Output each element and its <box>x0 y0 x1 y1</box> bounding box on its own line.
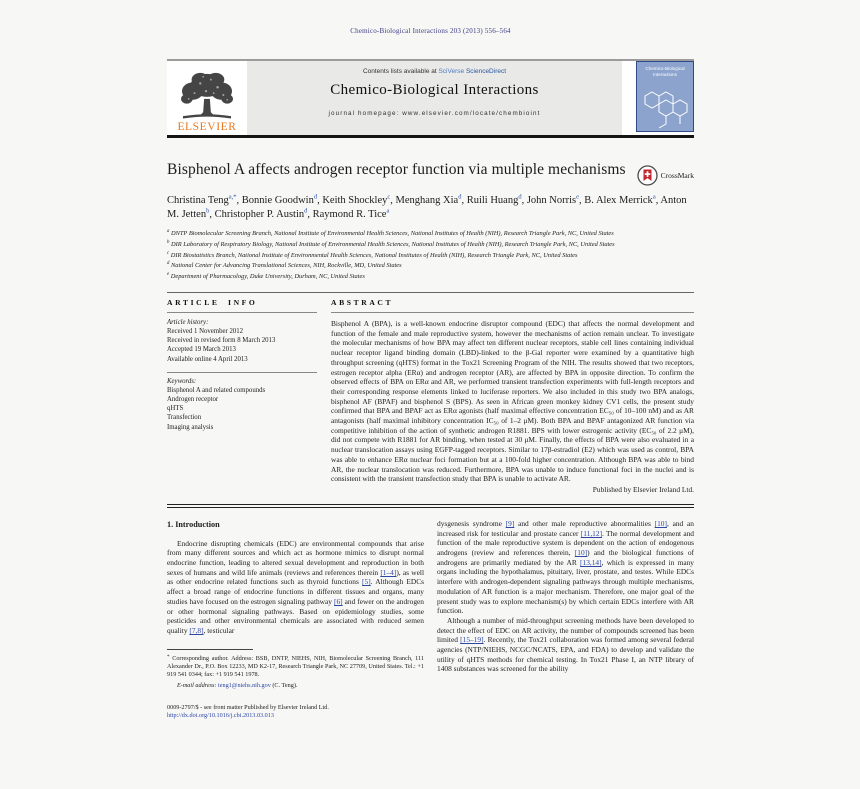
author-name: Keith Shockley <box>322 195 388 206</box>
citation-link[interactable]: [13,14] <box>580 557 602 567</box>
citation-link[interactable]: [11,12] <box>580 528 603 538</box>
citation-link[interactable]: [10] <box>654 518 667 528</box>
body-columns <box>167 519 694 721</box>
author-affiliation-sup[interactable]: a,* <box>228 193 237 201</box>
abstract-attribution: Published by Elsevier Ireland Ltd. <box>592 484 694 494</box>
citation-link[interactable]: [15–19] <box>460 635 484 645</box>
citation-link[interactable]: [9] <box>505 518 515 528</box>
keywords-list <box>167 386 317 432</box>
sciverse-sciencedirect-link[interactable]: SciVerse ScienceDirect <box>438 68 507 75</box>
article-info-column <box>167 298 317 494</box>
author-affiliation-sup[interactable]: a <box>386 207 390 214</box>
cover-title: Chemico-Biological Interactions <box>645 66 685 77</box>
section-heading: 1. Introduction <box>167 519 220 529</box>
author-name: Anton M. Jetten <box>167 195 687 220</box>
abstract-heading: ABSTRACT <box>331 297 394 307</box>
author-affiliation-sup[interactable]: d <box>458 193 462 201</box>
imprint-block <box>167 704 424 722</box>
title-row <box>167 161 694 186</box>
footnote-block <box>167 649 424 691</box>
body-column-left <box>167 519 424 721</box>
email-label: E-mail address: <box>177 681 217 689</box>
keywords-label: Keywords: <box>167 377 197 385</box>
author-name: John Norris <box>526 195 577 206</box>
list-item: Available online 4 April 2013 <box>167 355 248 363</box>
author-name: B. Alex Merrick <box>584 195 653 206</box>
elsevier-tree-icon <box>171 70 243 120</box>
abstract-rule <box>331 312 694 313</box>
journal-cover-area <box>622 61 694 135</box>
corresponding-author-note: * Corresponding author. Address: BSB, DNTP, NIEHS, NIH, Biomolecular Screening Branch, 111 Alexander Dr., P.O. Box 12233, MD K2-17, Research Triangle Park, NC 27709, United States. Tel.: +1 919 541 0344; fax: +1 919 541 1978. <box>167 654 424 678</box>
affiliation-line: $^e$ Department of Pharmacology, Duke University, Durham, NC, United States <box>167 272 365 281</box>
author-name: Raymond R. Tice <box>312 208 387 220</box>
affiliations-block <box>167 229 694 283</box>
contents-prefix: Contents lists available at <box>362 68 439 75</box>
journal-cover-thumbnail <box>636 61 694 132</box>
article-info-heading: ARTICLE INFO <box>167 297 258 307</box>
list-item: Transfection <box>167 414 202 422</box>
article-info-rule <box>167 312 317 313</box>
email-line <box>167 681 424 691</box>
citation-link[interactable]: [10] <box>574 548 588 558</box>
author-affiliation-sup[interactable]: c <box>387 193 391 201</box>
journal-homepage-link[interactable]: journal homepage: www.elsevier.com/locate/chembioint <box>328 110 541 117</box>
page-content <box>167 0 694 721</box>
list-item: qHTS <box>167 405 184 413</box>
journal-masthead <box>167 59 694 135</box>
intro-paragraph-continued: dysgenesis syndrome [9] and other male reproductive abnormalities [10], and an increased risk for testicular and prostate cancer [11,12]. The normal development and function of the male reproductive system is dependent on the action of endogenous androgens (review and references therein, [10]) and the biological functions of androgens are primarily mediated by the AR [13,14], which is expressed in many organs including the hypothalamus, pituitary, liver, prostate, and testes. While EDCs interfere with androgen-dependent signaling pathways through multiple mechanisms, modulation of AR function is a major mechanism. Therefore, one major goal of the present study was to explore mechanism(s) by which certain EDCs interfere with AR function. <box>437 518 694 616</box>
citation-link[interactable]: [1–4] <box>380 567 397 577</box>
email-link[interactable]: teng1@niehs.nih.gov <box>218 681 271 689</box>
list-item: Androgen receptor <box>167 396 219 403</box>
citation-link[interactable]: [6] <box>334 596 343 606</box>
list-item: Received in revised form 8 March 2013 <box>167 337 276 345</box>
author-affiliation-sup[interactable]: d <box>313 193 318 201</box>
author-affiliation-sup[interactable]: a <box>652 193 656 201</box>
elsevier-logo-box <box>167 61 247 135</box>
abstract-bottom-rule <box>167 504 694 508</box>
intro-paragraph-2: Although a number of mid-throughput screening methods have been developed to detect the effect of EDC on AR activity, the number of compounds screened has been limited [15–19]. Recently, the Tox21 collaboration was formed among several federal agencies (NTP/NIEHS, NCGC/NCATS, EPA, and FDA) to develop and validate the utility of qHTS methods for chemical testing. In Tox21 Phase I, an NTP library of 1408 substances was screened for the ability <box>437 615 694 674</box>
article-history-label: Article history: <box>167 318 209 326</box>
abstract-text: Bisphenol A (BPA), is a well-known endocrine disruptor compound (EDC) that affects the normal development and function of the female and male reproductive system, however the mechanisms of action remain unclear. To investigate the molecular mechanisms of how BPA may affect ten different nuclear receptors, stable cell lines containing individual nuclear receptor ligand binding domain (LBD)-linked to the β-Gal reporter were examined by a quantitative high throughput screening (qHTS) format in the Tox21 Screening Program of the NIH. The results showed that two receptors, estrogen receptor alpha (ERα) and androgen receptor (AR), are affected by BPA in opposite direction. To confirm the observed effects of BPA on ERα and AR, we performed transient transfection experiments with full-length receptors and their corresponding response elements linked to luciferase reporters. We also included in this study two BPA analogs, bisphenol AF (BPAF) and bisphenol S (BPS). As seen in African green monkey kidney CV1 cells, the present study confirmed that BPA and BPAF act as ERα agonists (half maximal effective concentration EC₅₀ of 10–100 nM) and as AR antagonists (half maximal inhibitory concentration IC₅₀ of 1–2 μM). Both BPA and BPAF antagonized AR function via competitive inhibition of the action of synthetic androgen R1881. BPS with lower estrogenic activity (EC₅₀ of 2.2 μM), did not compete with R1881 for AR binding, when tested at 30 μM. Finally, the effects of BPA were also evaluated in a nuclear translocation assays using EGFP-tagged receptors. Similar to 17β-estradiol (E2) which was used as control, BPA was able to enhance ERα nuclear foci formation but at a 100-fold higher concentration. Although BPA was able to bind AR, the nuclear translocation was reduced. Furthermore, BPA was unable to induce functional foci in the nuclei and is consistent with the transient transfection study that BPA is unable to activate AR. <box>331 318 694 484</box>
journal-title: Chemico-Biological Interactions <box>330 82 539 98</box>
list-item: Bisphenol A and related compounds <box>167 386 266 394</box>
affiliation-line: $^c$ DIR Biostatistics Branch, National Institute of Environmental Health Sciences, National Institutes of Health (NIH), Research Triangle Park, NC, United States <box>167 250 578 259</box>
affiliation-line: $^d$ National Center for Advancing Translational Sciences, NIH, Rockville, MD, United States <box>167 261 402 270</box>
affiliation-line: $^b$ DIR Laboratory of Respiratory Biology, National Institute of Environmental Health Sciences, National Institutes of Health (NIH), Research Triangle Park, NC, United States <box>167 239 615 248</box>
citation-link[interactable]: [5] <box>362 577 371 587</box>
masthead-banner <box>247 61 622 135</box>
author-name: Christopher P. Austin <box>214 208 305 220</box>
author-name: Christina Teng <box>167 195 229 206</box>
list-item: Imaging analysis <box>167 423 214 431</box>
crossmark-badge[interactable] <box>637 165 694 186</box>
footnote-rule <box>167 649 253 650</box>
email-suffix: (C. Teng). <box>270 681 298 689</box>
keywords-rule <box>167 372 317 373</box>
doi-link[interactable]: http://dx.doi.org/10.1016/j.cbi.2013.03.013 <box>167 712 274 720</box>
crossmark-label: CrossMark <box>660 171 694 180</box>
author-name: Bonnie Goodwin <box>241 195 314 206</box>
citation-link[interactable]: [7,8] <box>189 625 204 635</box>
journal-reference-line: Chemico-Biological Interactions 203 (2013) 556–564 <box>350 27 511 35</box>
author-affiliation-sup[interactable]: b <box>206 207 210 214</box>
author-affiliation-sup[interactable]: d <box>304 207 308 214</box>
masthead-divider-rule <box>167 135 694 138</box>
affiliation-line: $^a$ DNTP Biomolecular Screening Branch, National Institute of Environmental Health Sciences, National Institutes of Health (NIH), Research Triangle Park, NC, United States <box>167 228 614 237</box>
list-item: Accepted 19 March 2013 <box>167 346 236 354</box>
author-affiliation-sup[interactable]: d <box>518 193 522 201</box>
authors-line: Christina Teng$^{a,*}$, Bonnie Goodwin$^d$, Keith Shockley$^c$, Menghang Xia$^d$, Ruili Huang$^d$, John Norris$^e$, B. Alex Merrick$^a$, Anton M. Jetten$^b$, Christopher P. Austin$^d$, Raymond R. Tice$^a$ <box>167 193 687 220</box>
author-affiliation-sup[interactable]: e <box>576 193 580 201</box>
author-name: Menghang Xia <box>395 195 459 206</box>
article-title: Bisphenol A affects androgen receptor function via multiple mechanisms <box>167 161 626 178</box>
article-history-list <box>167 327 317 364</box>
meta-top-rule <box>167 292 694 293</box>
footnote-marker: * <box>167 654 170 660</box>
contents-line <box>247 68 622 75</box>
issn-line: 0009-2797/$ - see front matter Published by Elsevier Ireland Ltd. <box>167 703 329 711</box>
list-item: Received 1 November 2012 <box>167 327 244 335</box>
author-name: Ruili Huang <box>466 195 519 206</box>
elsevier-wordmark: ELSEVIER <box>177 121 237 133</box>
molecule-structure-icon <box>638 86 693 130</box>
crossmark-icon <box>637 165 658 186</box>
body-column-right <box>437 519 694 721</box>
info-abstract-row <box>167 298 694 494</box>
intro-paragraph: Endocrine disrupting chemicals (EDC) are environmental compounds that arise from many different sources and which act as hormone mimics to disrupt normal endocrine function, leading to altered sexual development and reproduction in both sexes of humans and wild life animals (reviews and references therein [1–4]), as well as other endocrine related functions such as thyroid functions [5]. Although EDCs affect a broad range of endocrine functions in different tissues and organs, many studies have focused on the estrogen signaling pathway [6] and fewer on the androgen or other hormonal signaling pathways. Based on epidemiology studies, some pesticides and other environmental chemicals are associated with reduced semen quality [7,8], testicular <box>167 538 424 635</box>
abstract-column <box>331 298 694 494</box>
